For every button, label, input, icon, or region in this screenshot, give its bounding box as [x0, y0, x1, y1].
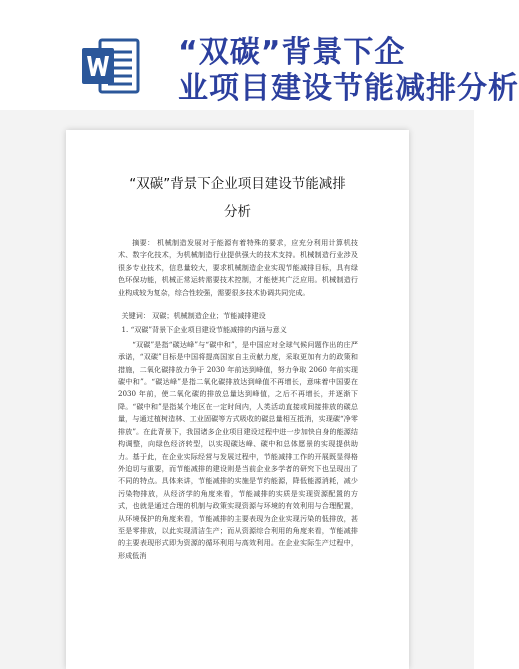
keywords-line: 关键词： 双碳；机械制造企业；节能减排建设 — [121, 311, 266, 321]
banner-title-line-2: 业项目建设节能减排分析 — [178, 71, 519, 106]
banner-title — [0, 0, 519, 110]
document-title — [96, 170, 379, 226]
section-heading: 1. “双碳”背景下企业项目建设节能减排的内涵与意义 — [121, 325, 287, 335]
section-paragraph: “双碳”是指“碳达峰”与“碳中和”，是中国应对全球气候问题作出的庄严承诺，“双碳”目标是中国将提高国家自主贡献力度，采取更加有力的政策和措施，二氧化碳排放力争于 2030 年前达到峰值，努力争取 2060 年前实现碳中和”。“碳达峰”是指二氧化碳排放达到峰值不再增长，意味着中国要在 2030 年前，使二氧化碳的排放总量达到峰值，之后不再增长，并逐渐下降。“碳中和”是指某个地区在一定时间内，人类活动直接或间接排放的碳总量，与通过植树造林、工业固碳等方式吸收的碳总量相互抵消，实现碳“净零排放”。在此背景下，我国诸多企业项目建设过程中进一步加快自身的能源结构调整，向绿色经济转型，以实现碳达峰、碳中和总体愿景的实现提供助力。基于此，在企业实际经营与发展过程中，节能减排工作的开展既显得格外迫切与重要，而节能减排的建设则是当前企业多学者的研究下也呈现出了不同的特点。具体来讲，节能减排的实施是节约能源，降低能源消耗，减少污染物排放，从经济学的角度来看，节能减排的实质是实现资源配置的方式，也就是通过合理的机制与政策实现资源与环境的有效利用与合理配置，从环境保护的角度来看，节能减排的主要表现为企业实现污染的低排放，甚至是零排放，以此实现清洁生产；而从资源综合利用的角度来看，节能减排的主要表现形式即为资源的循环利用与高效利用。在企业实际生产过程中， 形成低消 — [118, 339, 358, 560]
banner-title-line-1: “双碳”背景下企 — [178, 35, 406, 70]
document-title-line-1: “双碳”背景下企业项目建设节能减排 — [129, 176, 346, 192]
banner — [0, 0, 519, 110]
document-title-line-2: 分析 — [224, 204, 251, 220]
abstract-paragraph: 摘要： 机械制造发展对于能源有着特殊的要求，应充分利用计算机技术、数字化技术，为机械制造行业提供强大的技术支持。机械制造行业涉及很多专业技术，信息量较大，要求机械制造企业实现节能减排目标，具有绿色环保功能，机械正常运转需要技术控制，才能使其广泛应用。机械制造行业构成较为复杂，综合性较强，需要很多技术协调共同完成。 — [118, 238, 358, 297]
document-body — [118, 237, 358, 562]
document-page — [66, 130, 409, 669]
